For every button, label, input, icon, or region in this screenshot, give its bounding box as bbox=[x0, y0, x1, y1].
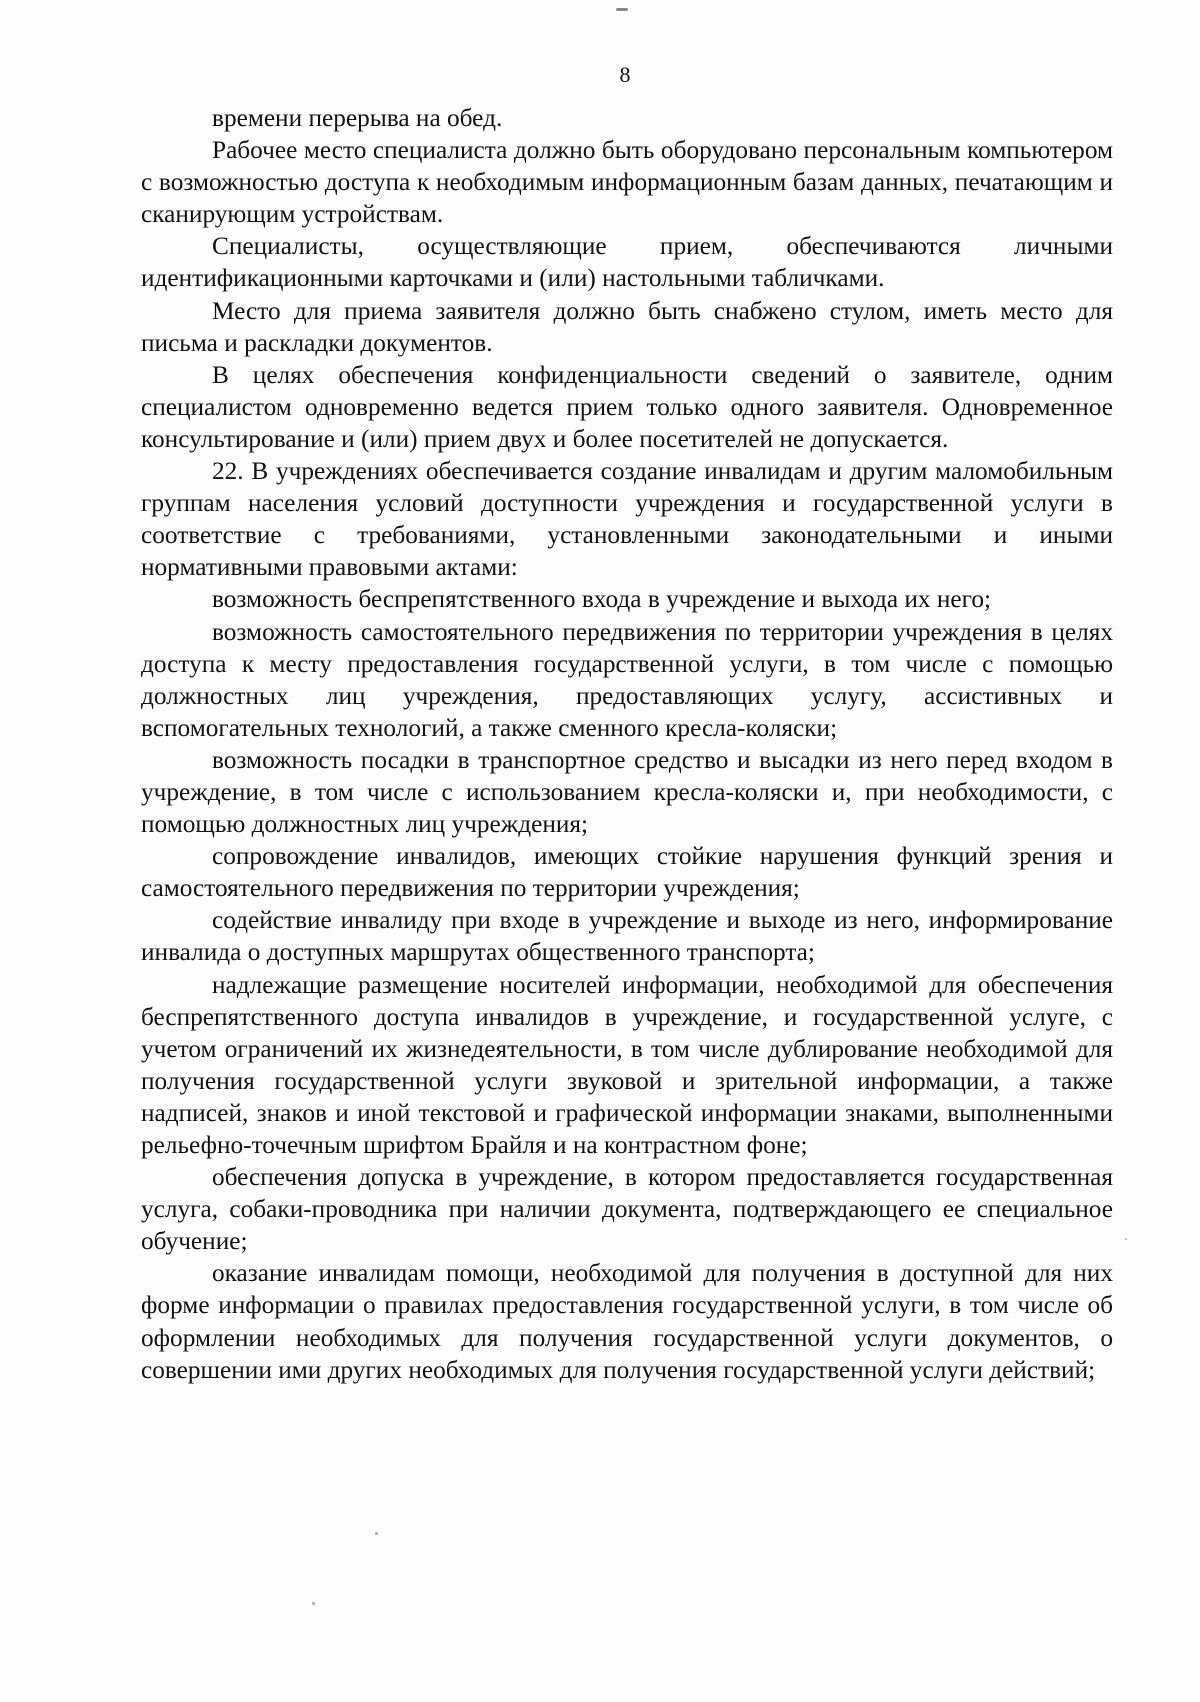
paragraph-clause-22: 22. В учреждениях обеспечивается создание инвалидам и другим маломобильным группам населения условий доступности учреждения и государственной услуги в соответствие с требованиями, установленными законодательными и иными нормативными правовыми актами: bbox=[141, 457, 1113, 582]
scan-speck bbox=[312, 1602, 315, 1605]
paragraph-specialists: Специалисты, осуществляющие прием, обеспечиваются личными идентификационными карточками и (или) настольными табличками. bbox=[141, 232, 1113, 293]
list-item-guide-dog: обеспечения допуска в учреждение, в котором предоставляется государственная услуга, собаки-проводника при наличии документа, подтверждающего ее специальное обучение; bbox=[141, 1163, 1113, 1256]
list-item-transport: возможность посадки в транспортное средство и высадки из него перед входом в учреждение, в том числе с использованием кресла-коляски и, при необходимости, с помощью должностных лиц учреждения; bbox=[141, 745, 1113, 839]
list-item-information-placement: надлежащие размещение носителей информации, необходимой для обеспечения беспрепятственного доступа инвалидов в учреждение, и государственной услуге, с учетом ограничений их жизнедеятельности, в том числе дублирование необходимой для получения государственной услуги звуковой и зрительной информации, а также надписей, знаков и иной текстовой и графической информации знаками, выполненными рельефно-точечным шрифтом Брайля и на контрастном фоне; bbox=[141, 970, 1113, 1159]
list-item-movement: возможность самостоятельного передвижения по территории учреждения в целях доступа к месту предоставления государственной услуги, в том числе с помощью должностных лиц учреждения, предоставляющих услугу, ассистивных и вспомогательных технологий, а также сменного кресла-коляски; bbox=[141, 617, 1113, 742]
paragraph-continuation: времени перерыва на обед. bbox=[212, 104, 503, 132]
document-body bbox=[141, 102, 1113, 1386]
page-number: 8 bbox=[619, 62, 631, 87]
list-item-entry-exit: возможность беспрепятственного входа в учреждение и выхода их него; bbox=[212, 585, 992, 614]
list-item-escort: сопровождение инвалидов, имеющих стойкие нарушения функций зрения и самостоятельного передвижения по территории учреждения; bbox=[141, 842, 1113, 903]
scan-speck bbox=[375, 1532, 378, 1535]
paragraph-applicant-seat: Место для приема заявителя должно быть снабжено стулом, иметь место для письма и раскладки документов. bbox=[141, 296, 1113, 357]
paragraph-confidentiality: В целях обеспечения конфиденциальности сведений о заявителе, одним специалистом одновременно ведется прием только одного заявителя. Одновременное консультирование и (или) прием двух и более посетителей не допускается. bbox=[141, 360, 1113, 453]
list-item-help: оказание инвалидам помощи, необходимой для получения в доступной для них форме информации о правилах предоставления государственной услуги, в том числе об оформлении необходимых для получения государственной услуги документов, о совершении ими других необходимых для получения государственной услуги действий; bbox=[141, 1259, 1113, 1384]
scan-speck bbox=[1125, 1238, 1127, 1240]
paragraph-workplace: Рабочее место специалиста должно быть оборудовано персональным компьютером с возможностью доступа к необходимым информационным базам данных, печатающим и сканирующим устройствам. bbox=[141, 136, 1113, 229]
scan-artifact bbox=[616, 8, 628, 11]
list-item-assistance: содействие инвалиду при входе в учреждение и выходе из него, информирование инвалида о доступных маршрутах общественного транспорта; bbox=[141, 906, 1113, 967]
